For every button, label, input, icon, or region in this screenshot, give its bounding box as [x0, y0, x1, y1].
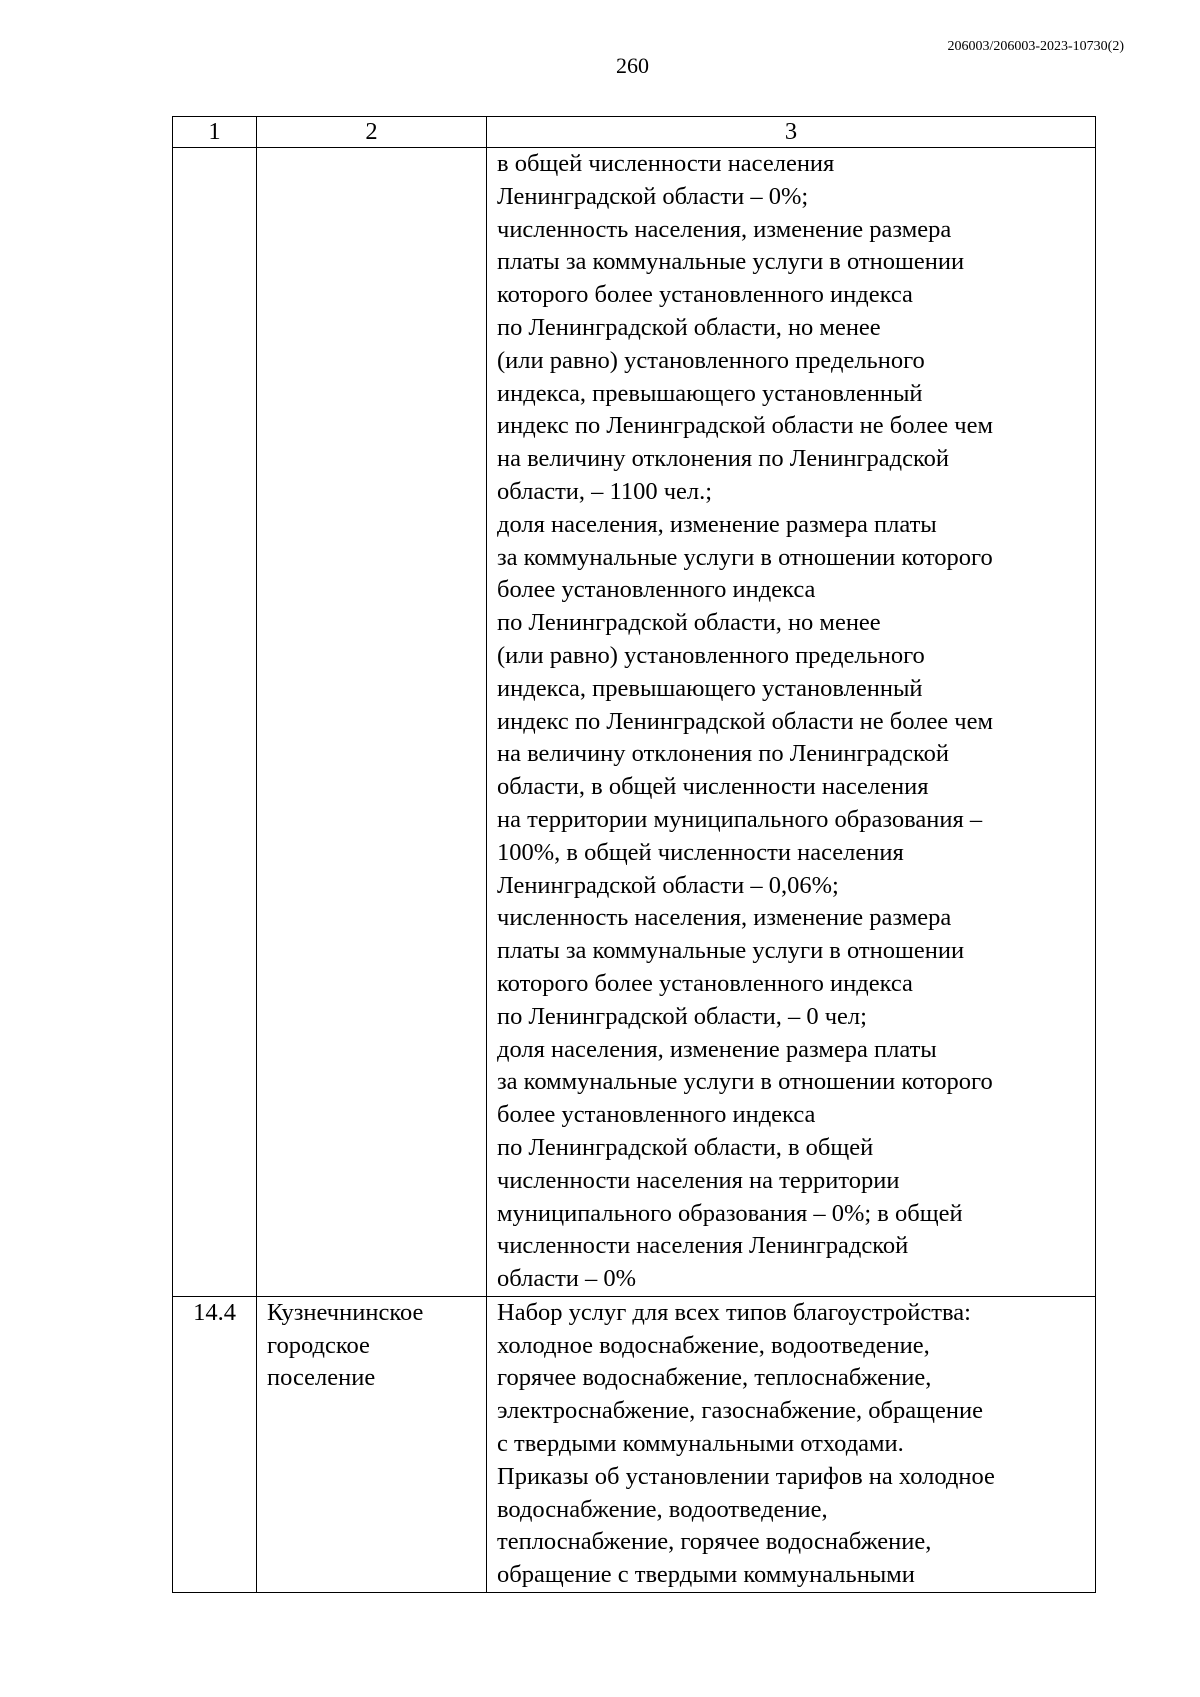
- text-line: по Ленинградской области, но менее: [497, 609, 881, 637]
- text-line: численности населения на территории: [497, 1166, 900, 1194]
- row-number-cell: 14.4: [173, 1296, 257, 1592]
- data-table: [172, 116, 1096, 1593]
- text-line: более установленного индекса: [497, 1101, 816, 1129]
- text-line: (или равно) установленного предельного: [497, 641, 925, 669]
- text-line: 100%, в общей численности населения: [497, 838, 904, 866]
- table-row-continued: [173, 148, 1096, 1297]
- text-line: численность населения, изменение размера: [497, 904, 952, 932]
- text-line: платы за коммунальные услуги в отношении: [497, 937, 965, 965]
- text-line: с твердыми коммунальными отходами.: [497, 1430, 904, 1458]
- text-line: муниципального образования – 0%; в общей: [497, 1199, 963, 1227]
- column-header-1: 1: [173, 117, 257, 148]
- text-line: городское: [267, 1331, 370, 1359]
- text-line: индекса, превышающего установленный: [497, 674, 923, 702]
- text-line: Приказы об установлении тарифов на холодное: [497, 1462, 995, 1490]
- text-line: которого более установленного индекса: [497, 281, 913, 309]
- text-line: Ленинградской области – 0,06%;: [497, 871, 839, 899]
- text-line: за коммунальные услуги в отношении которого: [497, 1068, 993, 1096]
- row-text-cell: [487, 148, 1096, 1297]
- text-line: по Ленинградской области, в общей: [497, 1133, 874, 1161]
- row-number-cell: [173, 148, 257, 1297]
- page-number: 260: [616, 53, 649, 78]
- text-line: численности населения Ленинградской: [497, 1232, 909, 1260]
- text-line: в общей численности населения: [497, 150, 835, 177]
- text-line: более установленного индекса: [497, 576, 816, 604]
- text-line: холодное водоснабжение, водоотведение,: [497, 1331, 930, 1359]
- text-line: области – 0%: [497, 1265, 637, 1293]
- text-line: на величину отклонения по Ленинградской: [497, 740, 949, 768]
- text-line: области, в общей численности населения: [497, 773, 929, 801]
- document-id: 206003/206003-2023-10730(2): [947, 39, 1124, 54]
- row-name-cell: [257, 1296, 487, 1592]
- text-line: поселение: [267, 1364, 376, 1392]
- text-line: платы за коммунальные услуги в отношении: [497, 248, 965, 276]
- text-line: которого более установленного индекса: [497, 969, 913, 997]
- text-line: индекс по Ленинградской области не более чем: [497, 412, 993, 440]
- text-line: за коммунальные услуги в отношении которого: [497, 543, 993, 571]
- text-line: (или равно) установленного предельного: [497, 346, 925, 374]
- table-header-row: [173, 117, 1096, 148]
- text-line: водоснабжение, водоотведение,: [497, 1495, 828, 1523]
- row-name-cell: [257, 148, 487, 1297]
- text-line: горячее водоснабжение, теплоснабжение,: [497, 1364, 932, 1392]
- text-line: индекс по Ленинградской области не более чем: [497, 707, 993, 735]
- text-line: индекса, превышающего установленный: [497, 379, 923, 407]
- text-line: численность населения, изменение размера: [497, 215, 952, 243]
- table-row-14-4: [173, 1296, 1096, 1592]
- row-text-cell: [487, 1296, 1096, 1592]
- text-line: электроснабжение, газоснабжение, обращение: [497, 1397, 983, 1425]
- text-line: обращение с твердыми коммунальными: [497, 1561, 915, 1589]
- text-line: на величину отклонения по Ленинградской: [497, 445, 949, 473]
- text-line: по Ленинградской области, но менее: [497, 313, 881, 341]
- text-line: доля населения, изменение размера платы: [497, 1035, 937, 1063]
- text-line: Кузнечнинское: [267, 1298, 424, 1326]
- column-header-2: 2: [257, 117, 487, 148]
- text-line: Набор услуг для всех типов благоустройства:: [497, 1298, 971, 1326]
- text-line: по Ленинградской области, – 0 чел;: [497, 1002, 867, 1030]
- text-line: теплоснабжение, горячее водоснабжение,: [497, 1528, 932, 1556]
- text-line: области, – 1100 чел.;: [497, 477, 713, 505]
- text-line: на территории муниципального образования –: [497, 805, 983, 833]
- column-header-3: 3: [487, 117, 1096, 148]
- text-line: Ленинградской области – 0%;: [497, 182, 809, 210]
- text-line: доля населения, изменение размера платы: [497, 510, 937, 538]
